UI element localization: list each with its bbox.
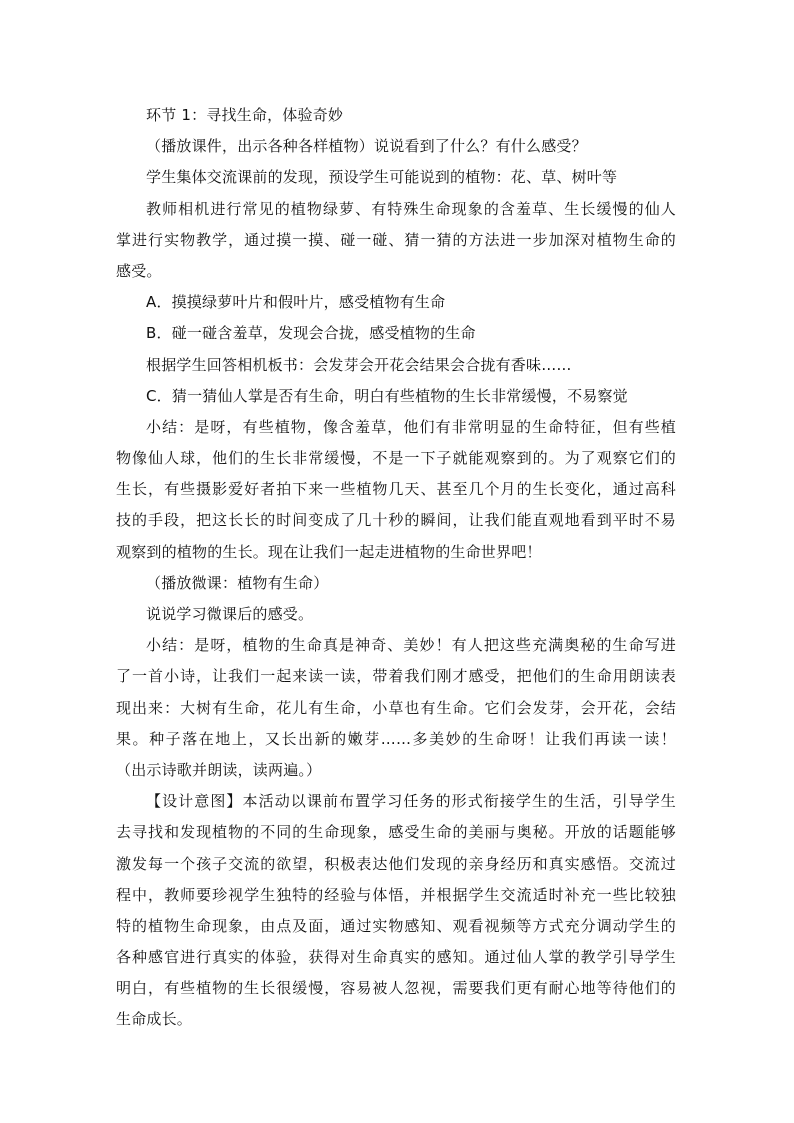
text-line: 激发每一个孩子交流的欲望，积极表达他们发现的亲身经历和真实感悟。交流过 [116, 854, 676, 873]
text-line: 各种感官进行真实的体验，获得对生命真实的感知。通过仙人掌的教学引导学生 [116, 948, 676, 967]
text-line: B．碰一碰含羞草，发现会合拢，感受植物的生命 [146, 324, 476, 343]
text-line: 明白，有些植物的生长很缓慢，容易被人忽视，需要我们更有耐心地等待他们的 [116, 979, 676, 998]
text-line: 根据学生回答相机板书：会发芽会开花会结果会合拢有香味…… [146, 355, 572, 374]
text-line: 现出来：大树有生命，花儿有生命，小草也有生命。它们会发芽，会开花，会结 [116, 698, 676, 717]
text-line: 特的植物生命现象，由点及面，通过实物感知、观看视频等方式充分调动学生的 [116, 916, 676, 935]
text-line: 说说学习微课后的感受。 [146, 605, 314, 623]
text-line: 技的手段，把这长长的时间变成了几十秒的瞬间，让我们能直观地看到平时不易 [116, 511, 676, 530]
document-body [116, 100, 676, 1036]
text-line: 小结：是呀，有些植物，像含羞草，他们有非常明显的生命特征，但有些植 [146, 417, 676, 436]
text-line: 学生集体交流课前的发现，预设学生可能说到的植物：花、草、树叶等 [146, 168, 618, 187]
text-line: （播放课件，出示各种各样植物）说说看到了什么？有什么感受？ [146, 137, 587, 156]
text-line: 程中，教师要珍视学生独特的经验与体悟，并根据学生交流适时补充一些比较独 [116, 885, 676, 904]
text-line: 了一首小诗，让我们一起来读一读，带着我们刚才感受，把他们的生命用朗读表 [116, 667, 676, 686]
text-line: 感受。 [116, 261, 162, 280]
text-line: 物像仙人球，他们的生长非常缓慢，不是一下子就能观察到的。为了观察它们的 [116, 449, 676, 468]
text-line: 教师相机进行常见的植物绿萝、有特殊生命现象的含羞草、生长缓慢的仙人 [146, 199, 676, 218]
text-line: 去寻找和发现植物的不同的生命现象，感受生命的美丽与奥秘。开放的话题能够 [116, 823, 676, 842]
text-line: 【设计意图】本活动以课前布置学习任务的形式衔接学生的生活，引导学生 [146, 792, 676, 811]
text-line: 果。种子落在地上，又长出新的嫩芽……多美妙的生命呀！让我们再读一读！ [116, 729, 676, 748]
text-line: 观察到的植物的生长。现在让我们一起走进植物的生命世界吧！ [116, 542, 542, 561]
text-line: C．猜一猜仙人掌是否有生命，明白有些植物的生长非常缓慢，不易察觉 [146, 386, 628, 405]
text-line: 生命成长。 [116, 1010, 193, 1029]
text-line: （播放微课：植物有生命） [146, 573, 329, 592]
text-line: （出示诗歌并朗读，读两遍。） [116, 760, 322, 779]
text-line: 掌进行实物教学，通过摸一摸、碰一碰、猜一猜的方法进一步加深对植物生命的 [116, 230, 676, 249]
text-line: A．摸摸绿萝叶片和假叶片，感受植物有生命 [146, 293, 446, 312]
text-line: 小结：是呀，植物的生命真是神奇、美妙！有人把这些充满奥秘的生命写进 [146, 636, 676, 655]
text-line: 环节 1：寻找生命，体验奇妙 [146, 106, 344, 124]
text-line: 生长，有些摄影爱好者拍下来一些植物几天、甚至几个月的生长变化，通过高科 [116, 480, 676, 499]
